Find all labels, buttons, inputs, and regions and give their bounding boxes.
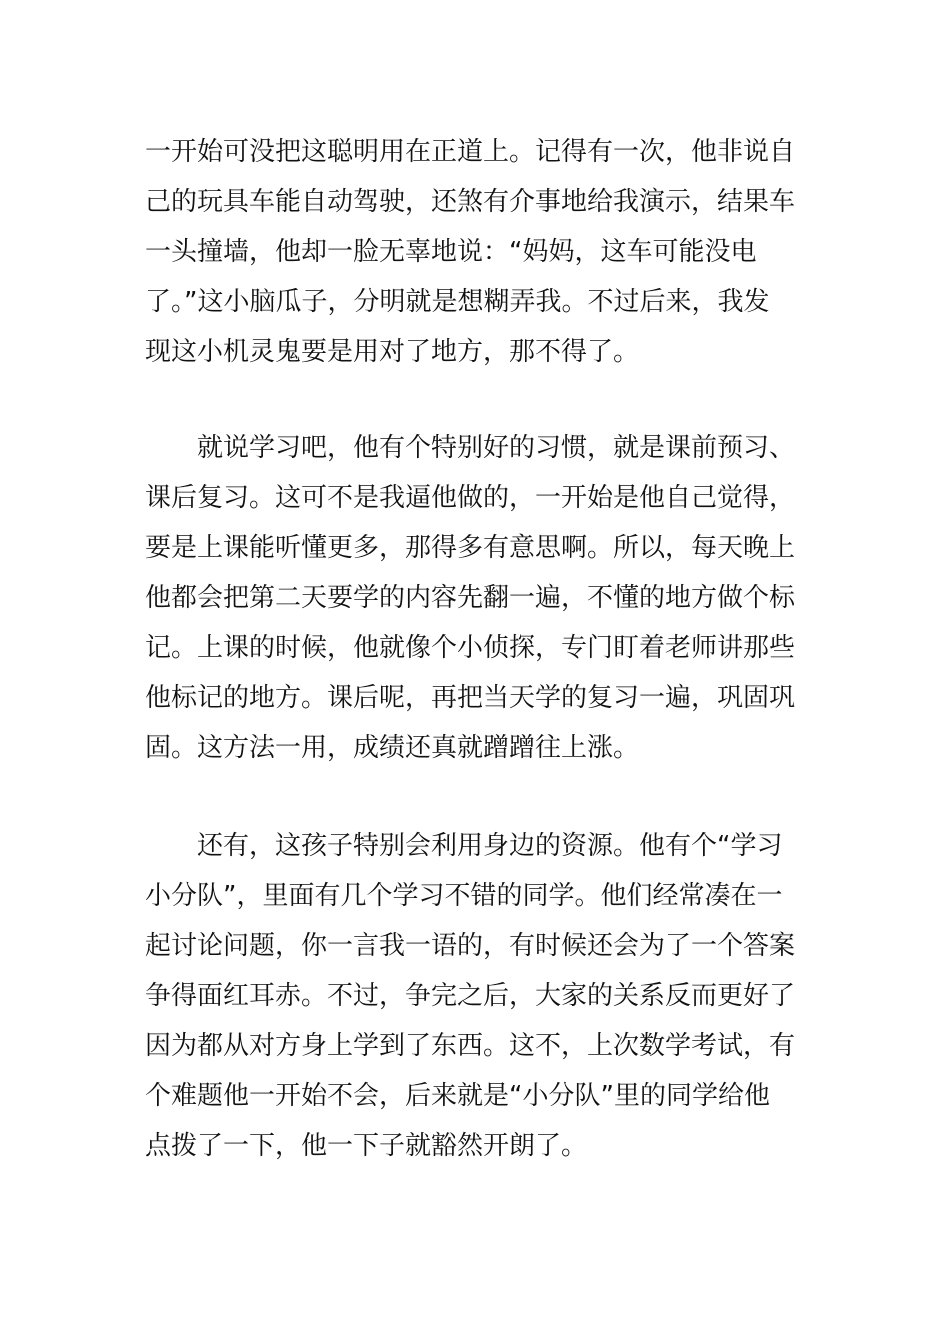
paragraph-line: 固。这方法一用，成绩还真就蹭蹭往上涨。 [145, 733, 640, 763]
paragraph-line: 了。”这小脑瓜子，分明就是想糊弄我。不过后来，我发 [145, 287, 770, 317]
paragraph-1 [145, 127, 810, 377]
paragraph-line: 因为都从对方身上学到了东西。这不，上次数学考试，有 [145, 1031, 796, 1061]
paragraph-line: 个难题他一开始不会，后来就是“小分队”里的同学给他 [145, 1081, 770, 1111]
paragraph-line: 课后复习。这可不是我逼他做的，一开始是他自己觉得， [145, 483, 796, 513]
paragraph-line: 还有，这孩子特别会利用身边的资源。他有个“学习 [197, 831, 783, 861]
paragraph-line: 一头撞墙，他却一脸无辜地说：“妈妈，这车可能没电 [145, 237, 757, 267]
paragraph-line: 就说学习吧，他有个特别好的习惯，就是课前预习、 [197, 433, 796, 463]
paragraph-line: 他都会把第二天要学的内容先翻一遍，不懂的地方做个标 [145, 583, 796, 613]
paragraph-line: 争得面红耳赤。不过，争完之后，大家的关系反而更好了 [145, 981, 796, 1011]
paragraph-3 [145, 821, 810, 1171]
paragraph-line: 他标记的地方。课后呢，再把当天学的复习一遍，巩固巩 [145, 683, 796, 713]
paragraph-line: 现这小机灵鬼要是用对了地方，那不得了。 [145, 337, 640, 367]
paragraph-line: 要是上课能听懂更多，那得多有意思啊。所以，每天晚上 [145, 533, 796, 563]
paragraph-line: 起讨论问题，你一言我一语的，有时候还会为了一个答案 [145, 931, 796, 961]
paragraph-line: 小分队”，里面有几个学习不错的同学。他们经常凑在一 [145, 881, 783, 911]
paragraph-2 [145, 423, 810, 773]
paragraph-line: 己的玩具车能自动驾驶，还煞有介事地给我演示，结果车 [145, 187, 796, 217]
paragraph-line: 记。上课的时候，他就像个小侦探，专门盯着老师讲那些 [145, 633, 796, 663]
paragraph-line: 一开始可没把这聪明用在正道上。记得有一次，他非说自 [145, 137, 796, 167]
paragraph-line: 点拨了一下，他一下子就豁然开朗了。 [145, 1131, 588, 1161]
